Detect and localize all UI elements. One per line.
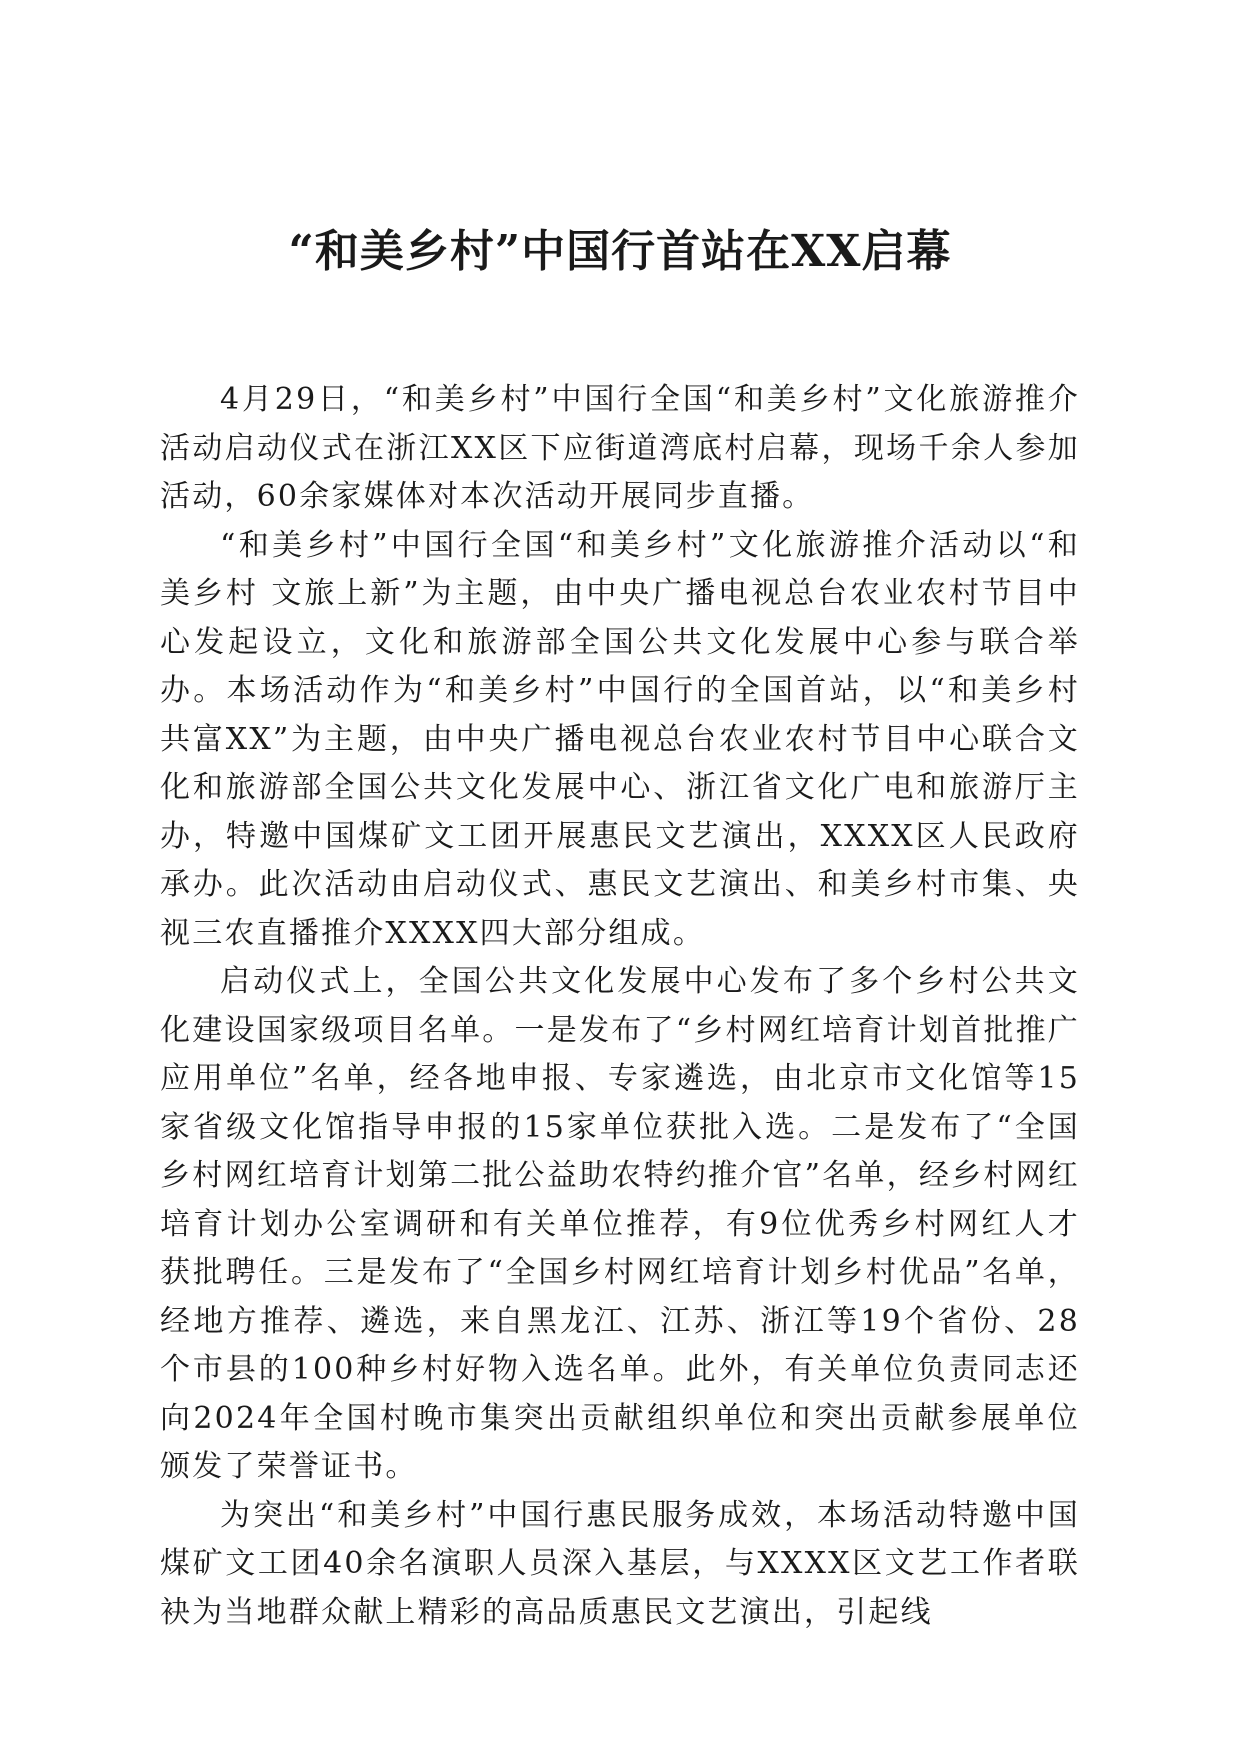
paragraph-3: 启动仪式上，全国公共文化发展中心发布了多个乡村公共文化建设国家级项目名单。一是发布了“乡村网红培育计划首批推广应用单位”名单，经各地申报、专家遴选，由北京市文化馆等15家省级文化馆指导申报的15家单位获批入选。二是发布了“全国乡村网红培育计划第二批公益助农特约推介官”名单，经乡村网红培育计划办公室调研和有关单位推荐，有9位优秀乡村网红人才获批聘任。三是发布了“全国乡村网红培育计划乡村优品”名单，经地方推荐、遴选，来自黑龙江、江苏、浙江等19个省份、28个市县的100种乡村好物入选名单。此外，有关单位负责同志还向2024年全国村晚市集突出贡献组织单位和突出贡献参展单位颁发了荣誉证书。 — [160, 964, 1080, 1484]
document-body — [160, 376, 1080, 1637]
document-title: “和美乡村”中国行首站在XX启幕 — [288, 226, 952, 277]
paragraph-2: “和美乡村”中国行全国“和美乡村”文化旅游推介活动以“和美乡村 文旅上新”为主题，由中央广播电视总台农业农村节目中心发起设立，文化和旅游部全国公共文化发展中心参与联合举办。本场活动作为“和美乡村”中国行的全国首站，以“和美乡村 共富XX”为主题，由中央广播电视总台农业农村节目中心联合文化和旅游部全国公共文化发展中心、浙江省文化广电和旅游厅主办，特邀中国煤矿文工团开展惠民文艺演出，XXXX区人民政府承办。此次活动由启动仪式、惠民文艺演出、和美乡村市集、央视三农直播推介XXXX四大部分组成。 — [160, 527, 1080, 951]
paragraph-1: 4月29日，“和美乡村”中国行全国“和美乡村”文化旅游推介活动启动仪式在浙江XX区下应街道湾底村启幕，现场千余人参加活动，60余家媒体对本次活动开展同步直播。 — [160, 382, 1080, 514]
paragraph-4: 为突出“和美乡村”中国行惠民服务成效，本场活动特邀中国煤矿文工团40余名演职人员深入基层，与XXXX区文艺工作者联袂为当地群众献上精彩的高品质惠民文艺演出，引起线 — [160, 1497, 1080, 1630]
